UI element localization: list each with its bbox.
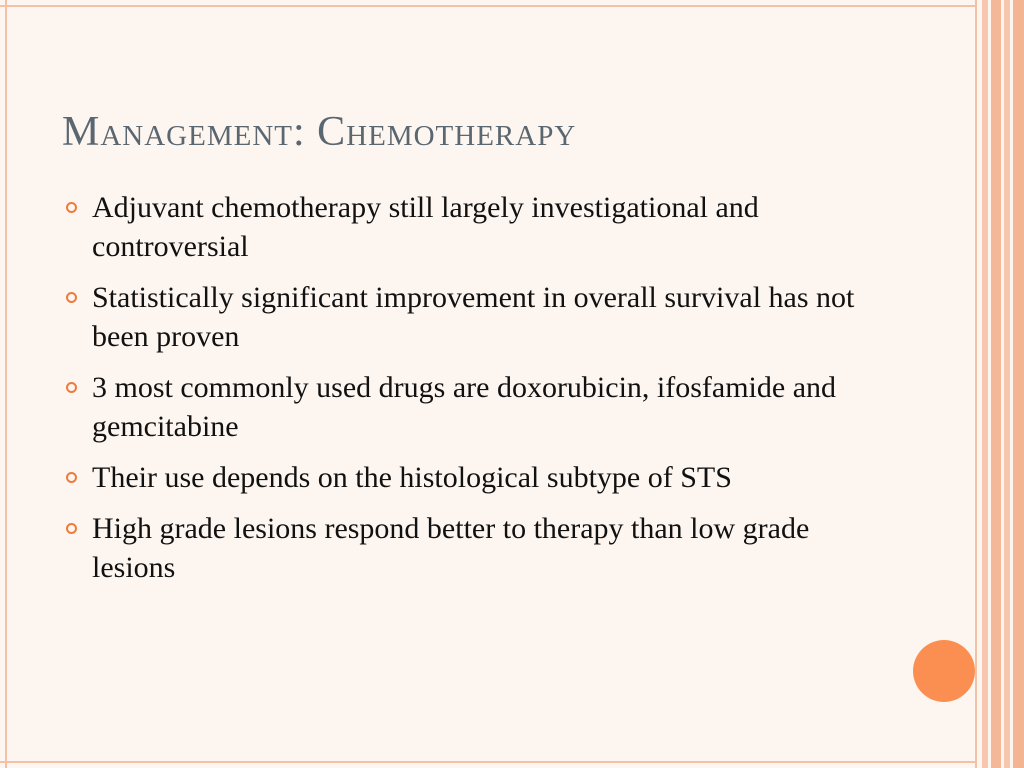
bullet-list	[62, 188, 862, 599]
circle-bullet-icon	[66, 472, 77, 483]
right-stripe	[975, 0, 977, 768]
right-stripe	[982, 0, 988, 768]
bullet-text: Statistically significant improvement in overall survival has not been proven	[92, 281, 855, 353]
right-stripe	[1004, 0, 1010, 768]
slide-title: Management: Chemotherapy	[62, 109, 577, 155]
circle-bullet-icon	[66, 202, 77, 213]
circle-bullet-icon	[66, 292, 77, 303]
bullet-item	[62, 458, 862, 497]
right-stripe	[991, 0, 1001, 768]
bullet-text: Adjuvant chemotherapy still largely investigational and controversial	[92, 191, 759, 263]
bullet-item	[62, 368, 862, 446]
bullet-text: High grade lesions respond better to therapy than low grade lesions	[92, 512, 810, 584]
bullet-item	[62, 509, 862, 587]
right-stripe	[1013, 0, 1024, 768]
frame-top-line	[0, 5, 975, 7]
bullet-item	[62, 278, 862, 356]
frame-bottom-line	[0, 761, 975, 763]
decorative-circle-icon	[913, 640, 975, 702]
circle-bullet-icon	[66, 382, 77, 393]
bullet-text: Their use depends on the histological subtype of STS	[92, 461, 732, 494]
bullet-item	[62, 188, 862, 266]
circle-bullet-icon	[66, 523, 77, 534]
bullet-text: 3 most commonly used drugs are doxorubicin, ifosfamide and gemcitabine	[92, 371, 837, 443]
frame-left-line	[5, 0, 7, 768]
